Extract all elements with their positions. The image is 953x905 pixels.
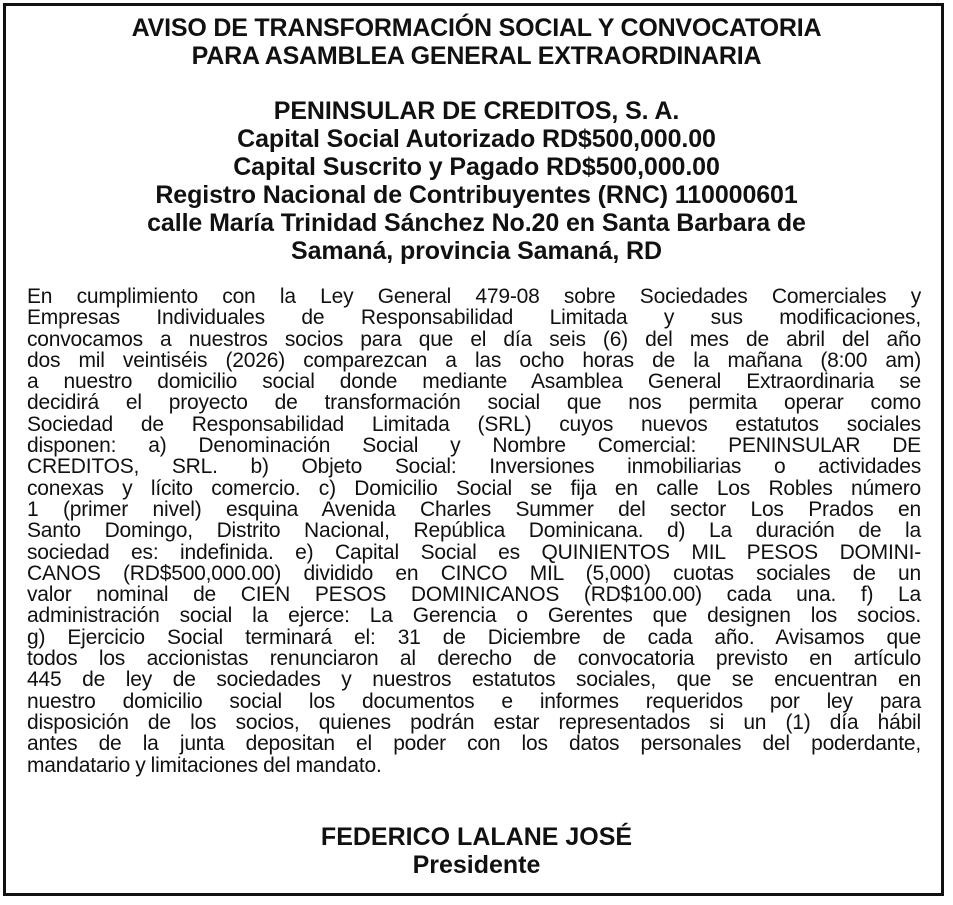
body-line: antes de la junta depositan el poder con los datos personales del poderdante,: [27, 732, 921, 756]
capital-autorizado: Capital Social Autorizado RD$500,000.00: [237, 125, 716, 153]
notice-body: [27, 286, 921, 776]
signature-block: [20, 823, 933, 879]
body-line: administración social la ejerce: La Gerencia o Gerentes que designen los socios.: [27, 604, 921, 628]
body-line: convocamos a nuestros socios para que el día seis (6) del mes de abril del año: [27, 327, 921, 351]
body-line: nuestro domicilio social los documentos e informes requeridos por ley para: [27, 689, 921, 713]
capital-suscrito: Capital Suscrito y Pagado RD$500,000.00: [233, 153, 720, 181]
body-line: decidirá el proyecto de transformación social que nos permita operar como: [27, 391, 921, 415]
body-line: CANOS (RD$500,000.00) dividido en CINCO MIL (5,000) cuotas sociales de un: [27, 561, 921, 585]
body-line: a nuestro domicilio social donde mediante Asamblea General Extraordinaria se: [27, 370, 921, 394]
body-line: disposición de los socios, quienes podrán estar representados si un (1) día hábil: [27, 710, 921, 734]
body-line: 445 de ley de sociedades y nuestros estatutos sociales, que se encuentran en: [27, 668, 921, 692]
company-name: PENINSULAR DE CREDITOS, S. A.: [273, 97, 680, 125]
company-address-line-2: Samaná, provincia Samaná, RD: [291, 237, 662, 265]
body-line: todos los accionistas renunciaron al derecho de convocatoria previsto en artículo: [27, 647, 921, 671]
company-address-line-1: calle María Trinidad Sánchez No.20 en Santa Barbara de: [147, 209, 806, 237]
body-line: CREDITOS, SRL. b) Objeto Social: Inversiones inmobiliarias o actividades: [27, 455, 921, 479]
body-line: dos mil veintiséis (2026) comparezcan a las ocho horas de la mañana (8:00 am): [27, 348, 921, 372]
signatory-name: FEDERICO LALANE JOSÉ: [320, 823, 633, 851]
notice-title-line-1: AVISO DE TRANSFORMACIÓN SOCIAL Y CONVOCATORIA: [131, 14, 822, 42]
body-line: g) Ejercicio Social terminará el: 31 de Diciembre de cada año. Avisamos que: [27, 625, 921, 649]
company-header: [20, 97, 933, 265]
body-line: En cumplimiento con la Ley General 479-08 sobre Sociedades Comerciales y: [27, 285, 921, 308]
body-line: mandatario y limitaciones del mandato.: [27, 753, 382, 777]
body-line: sociedad es: indefinida. e) Capital Social es QUINIENTOS MIL PESOS DOMINI-: [27, 540, 921, 564]
notice-title-line-2: PARA ASAMBLEA GENERAL EXTRAORDINARIA: [191, 42, 762, 70]
body-line: Santo Domingo, Distrito Nacional, República Dominicana. d) La duración de la: [27, 519, 921, 543]
body-line: Sociedad de Responsabilidad Limitada (SRL) cuyos nuevos estatutos sociales: [27, 412, 921, 436]
body-line: valor nominal de CIEN PESOS DOMINICANOS (RD$100.00) cada una. f) La: [27, 583, 921, 607]
signatory-role: Presidente: [412, 851, 541, 879]
body-line: Empresas Individuales de Responsabilidad Limitada y sus modificaciones,: [27, 306, 921, 330]
body-line: disponen: a) Denominación Social y Nombre Comercial: PENINSULAR DE: [27, 434, 921, 458]
notice-title: [20, 14, 933, 70]
body-line: 1 (primer nivel) esquina Avenida Charles Summer del sector Los Prados en: [27, 497, 921, 521]
body-line: conexas y lícito comercio. c) Domicilio Social se fija en calle Los Robles número: [27, 476, 921, 500]
company-rnc: Registro Nacional de Contribuyentes (RNC) 110000601: [155, 181, 798, 209]
